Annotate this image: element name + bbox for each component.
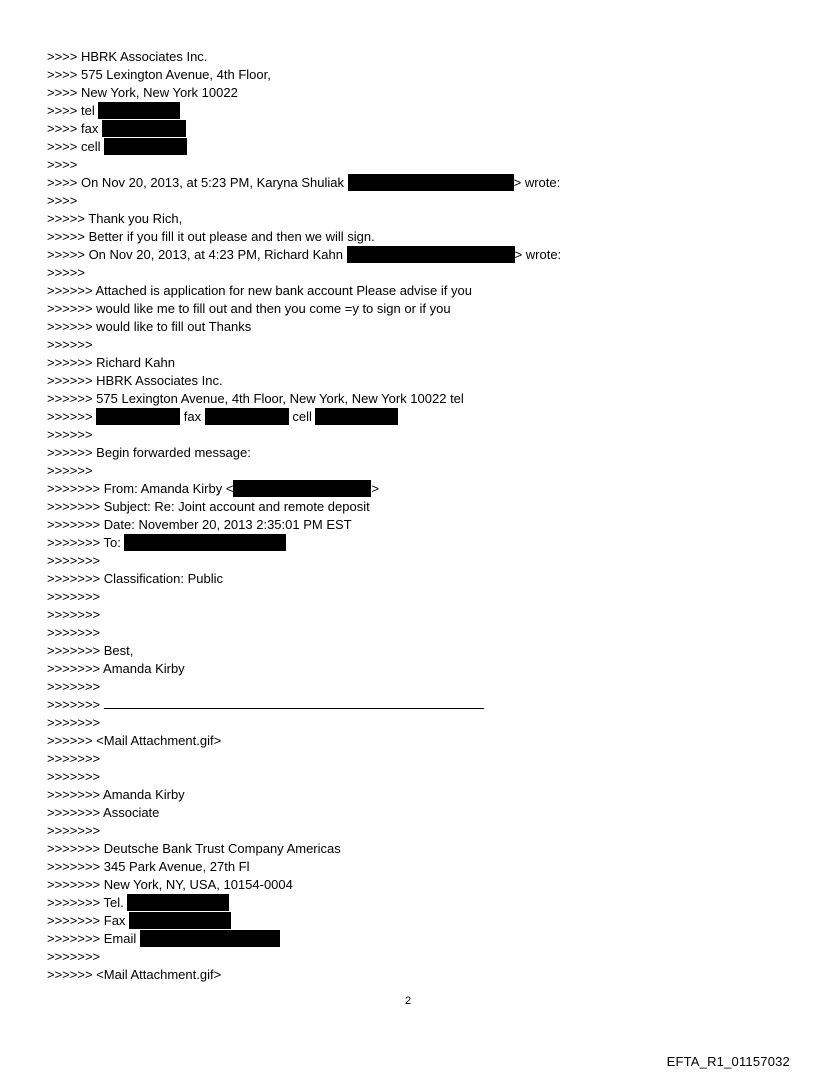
email-line: >>>>>> would like me to fill out and then you come =y to sign or if you xyxy=(47,301,451,316)
email-line: >>>>>>> xyxy=(47,823,101,838)
email-line: >>>>>> <Mail Attachment.gif> xyxy=(47,967,222,982)
redaction-bar xyxy=(127,894,229,911)
email-line: >>>>>> Begin forwarded message: xyxy=(47,445,251,460)
email-line: >>>>>>> xyxy=(47,769,101,784)
redaction-bar xyxy=(348,174,514,191)
email-line: >>>>>> <Mail Attachment.gif> xyxy=(47,733,222,748)
redaction-bar xyxy=(140,930,280,947)
email-line: >>>>>>> Classification: Public xyxy=(47,571,223,586)
redaction-bar xyxy=(347,246,515,263)
email-line: >>>>>> Attached is application for new bank account Please advise if you xyxy=(47,283,472,298)
email-line: >>>>>>> xyxy=(47,949,101,964)
email-line: >>>>>> would like to fill out Thanks xyxy=(47,319,252,334)
email-line: >>>> xyxy=(47,157,78,172)
email-line: >>>>> xyxy=(47,265,85,280)
email-line: >>>>>>> xyxy=(47,553,101,568)
email-line: >>>> fax xyxy=(47,120,561,138)
email-line: >>>>>> xyxy=(47,337,93,352)
email-line: >>>>> Better if you fill it out please and then we will sign. xyxy=(47,229,375,244)
email-line: >>>>>>> New York, NY, USA, 10154-0004 xyxy=(47,877,293,892)
email-line: >>>>>>> xyxy=(47,696,561,714)
email-line: >>>>>>> Associate xyxy=(47,805,160,820)
email-line: >>>>> On Nov 20, 2013, at 4:23 PM, Richard Kahn > wrote: xyxy=(47,247,562,262)
redaction-bar xyxy=(205,408,289,425)
email-line: >>>> xyxy=(47,193,78,208)
email-line: >>>>>>> Email xyxy=(47,930,561,948)
email-body xyxy=(47,48,561,984)
email-line: >>>>>> xyxy=(47,463,93,478)
email-line: >>>> On Nov 20, 2013, at 5:23 PM, Karyna Shuliak > wrote: xyxy=(47,175,561,190)
redaction-bar xyxy=(233,480,371,497)
email-line: >>>>>>> To: xyxy=(47,534,561,552)
email-line: >>>>>> Richard Kahn xyxy=(47,355,175,370)
email-line: >>>> 575 Lexington Avenue, 4th Floor, xyxy=(47,67,271,82)
redaction-bar xyxy=(98,102,180,119)
email-line: >>>>>>> xyxy=(47,715,101,730)
email-line: >>>>>>> Amanda Kirby xyxy=(47,787,185,802)
email-line: >>>>>> HBRK Associates Inc. xyxy=(47,373,223,388)
email-line: >>>>>>> Date: November 20, 2013 2:35:01 PM EST xyxy=(47,517,352,532)
email-line: >>>>> Thank you Rich, xyxy=(47,211,183,226)
redaction-bar xyxy=(96,408,180,425)
redaction-bar xyxy=(315,408,398,425)
email-line: >>>>>>> Fax xyxy=(47,912,561,930)
email-line: >>>>>>> Deutsche Bank Trust Company Americas xyxy=(47,841,341,856)
email-line: >>>>>> fax cell xyxy=(47,408,561,426)
email-line: >>>> HBRK Associates Inc. xyxy=(47,49,208,64)
email-line: >>>>>>> Tel. xyxy=(47,894,561,912)
signature-divider xyxy=(104,708,484,709)
email-line: >>>>>>> xyxy=(47,607,101,622)
redaction-bar xyxy=(104,138,187,155)
email-line: >>>>>>> Best, xyxy=(47,643,134,658)
email-line: >>>> New York, New York 10022 xyxy=(47,85,238,100)
redaction-bar xyxy=(124,534,286,551)
page-number: 2 xyxy=(404,995,412,1007)
email-line: >>>>>>> Amanda Kirby xyxy=(47,661,185,676)
email-line: >>>> cell xyxy=(47,138,561,156)
email-line: >>>>>>> Subject: Re: Joint account and remote deposit xyxy=(47,499,370,514)
email-line: >>>>>>> xyxy=(47,589,101,604)
email-line: >>>>>>> xyxy=(47,625,101,640)
email-line: >>>>>>> 345 Park Avenue, 27th Fl xyxy=(47,859,250,874)
email-line: >>>>>>> xyxy=(47,679,101,694)
email-line: >>>>>> xyxy=(47,427,93,442)
email-line: >>>>>>> From: Amanda Kirby < > xyxy=(47,481,380,496)
redaction-bar xyxy=(102,120,186,137)
document-id: EFTA_R1_01157032 xyxy=(666,1054,790,1069)
email-line: >>>> tel xyxy=(47,102,561,120)
redaction-bar xyxy=(129,912,231,929)
email-line: >>>>>> 575 Lexington Avenue, 4th Floor, New York, New York 10022 tel xyxy=(47,391,464,406)
email-line: >>>>>>> xyxy=(47,751,101,766)
